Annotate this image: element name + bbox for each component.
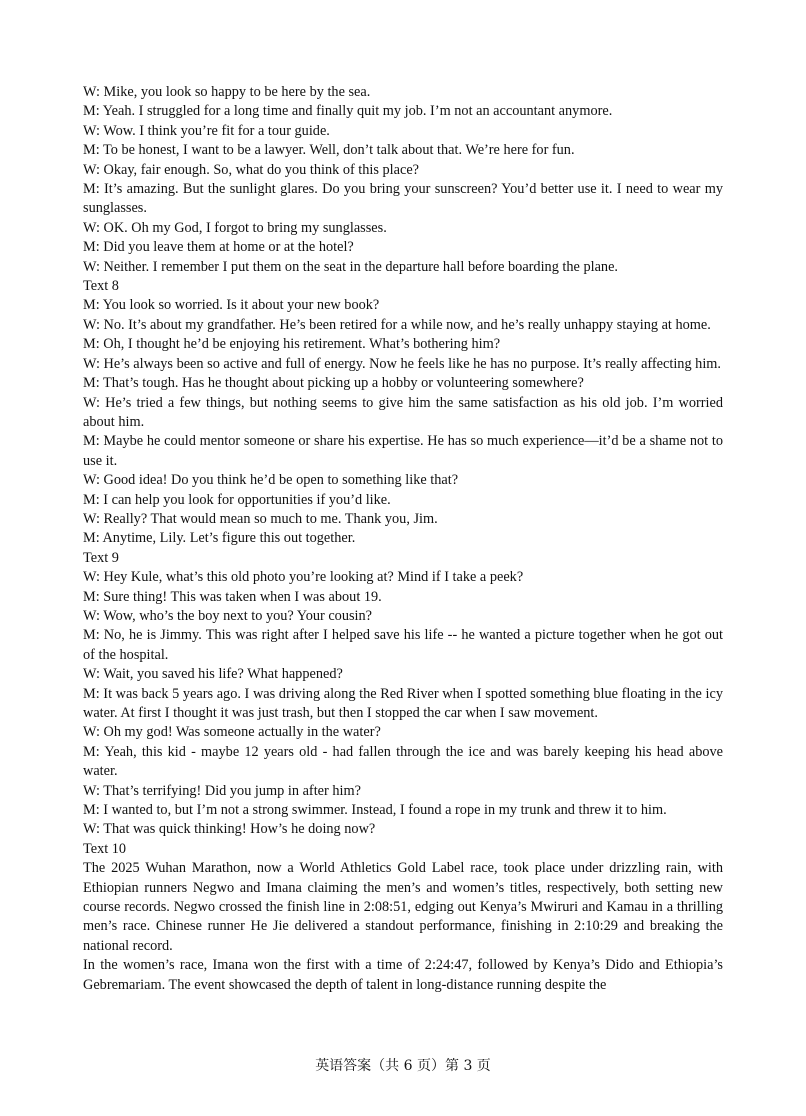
page-footer: 英语答案（共 6 页）第 3 页 [315,1058,491,1074]
dialogue-line: W: No. It’s about my grandfather. He’s been retired for a while now, and he’s really unhappy staying at home. [83,316,711,333]
dialogue-line: M: I can help you look for opportunities if you’d like. [83,491,391,508]
dialogue-line: M: You look so worried. Is it about your new book? [83,297,380,314]
dialogue-line: M: To be honest, I want to be a lawyer. Well, don’t talk about that. We’re here for fun. [83,142,575,159]
dialogue-line: W: Hey Kule, what’s this old photo you’re looking at? Mind if I take a peek? [83,569,524,586]
dialogue-line: W: Oh my god! Was someone actually in the water? [83,724,381,741]
dialogue-line: M: No, he is Jimmy. This was right after I helped save his life -- he wanted a picture together when he got out of the hospital. [83,627,723,663]
dialogue-line: M: I wanted to, but I’m not a strong swimmer. Instead, I found a rope in my trunk and threw it to him. [83,802,667,819]
dialogue-line: W: Okay, fair enough. So, what do you think of this place? [83,161,420,178]
dialogue-line: M: It’s amazing. But the sunlight glares. Do you bring your sunscreen? You’d better use it. I need to wear my sunglasses. [83,181,723,217]
passage-paragraph: The 2025 Wuhan Marathon, now a World Athletics Gold Label race, took place under drizzling rain, with Ethiopian runners Negwo and Imana claiming the men’s and women’s titles, respectively, both setting new course records. Negwo crossed the finish line in 2:08:51, edging out Kenya’s Mwiruri and Kamau in a thrilling men’s race. Chinese runner He Jie delivered a standout performance, finishing in 2:10:29 and breaking the national record. [83,860,723,954]
answer-document [83,83,723,995]
dialogue-line: W: Neither. I remember I put them on the seat in the departure hall before boarding the plane. [83,258,619,275]
dialogue-line: W: He’s tried a few things, but nothing seems to give him the same satisfaction as his old job. I’m worried about him. [83,394,723,430]
dialogue-line: W: OK. Oh my God, I forgot to bring my sunglasses. [83,219,387,236]
dialogue-line: M: It was back 5 years ago. I was driving along the Red River when I spotted something blue floating in the icy water. At first I thought it was just trash, but then I stopped the car when I saw movement. [83,685,723,721]
dialogue-line: M: Sure thing! This was taken when I was about 19. [83,588,382,605]
dialogue-line: W: He’s always been so active and full of energy. Now he feels like he has no purpose. It’s really affecting him. [83,355,721,372]
dialogue-line: M: Yeah, this kid - maybe 12 years old - had fallen through the ice and was barely keeping his head above water. [83,743,723,780]
dialogue-line: W: Really? That would mean so much to me. Thank you, Jim. [83,510,438,527]
dialogue-line: W: Wait, you saved his life? What happened? [83,666,343,683]
dialogue-line: W: Mike, you look so happy to be here by the sea. [83,84,371,100]
dialogue-line: M: That’s tough. Has he thought about picking up a hobby or volunteering somewhere? [83,375,584,392]
dialogue-line: W: That’s terrifying! Did you jump in after him? [83,782,361,799]
text-8-heading: Text 8 [83,278,119,295]
dialogue-line: W: Good idea! Do you think he’d be open to something like that? [83,472,459,489]
passage-paragraph: In the women’s race, Imana won the first with a time of 2:24:47, followed by Kenya’s Dido and Ethiopia’s Gebremariam. The event showcased the depth of talent in long-distance running despite the [83,957,723,993]
dialogue-line: M: Yeah. I struggled for a long time and finally quit my job. I’m not an accountant anymore. [83,103,613,120]
dialogue-line: M: Anytime, Lily. Let’s figure this out together. [83,530,356,547]
dialogue-line: W: Wow. I think you’re fit for a tour guide. [83,122,330,139]
dialogue-line: M: Maybe he could mentor someone or share his expertise. He has so much experience—it’d be a shame not to use it. [83,433,723,469]
text-9-heading: Text 9 [83,549,119,566]
dialogue-line: W: Wow, who’s the boy next to you? Your cousin? [83,607,373,624]
dialogue-line: W: That was quick thinking! How’s he doing now? [83,821,376,838]
dialogue-line: M: Oh, I thought he’d be enjoying his retirement. What’s bothering him? [83,336,501,353]
dialogue-line: M: Did you leave them at home or at the hotel? [83,239,354,256]
text-10-heading: Text 10 [83,840,127,857]
